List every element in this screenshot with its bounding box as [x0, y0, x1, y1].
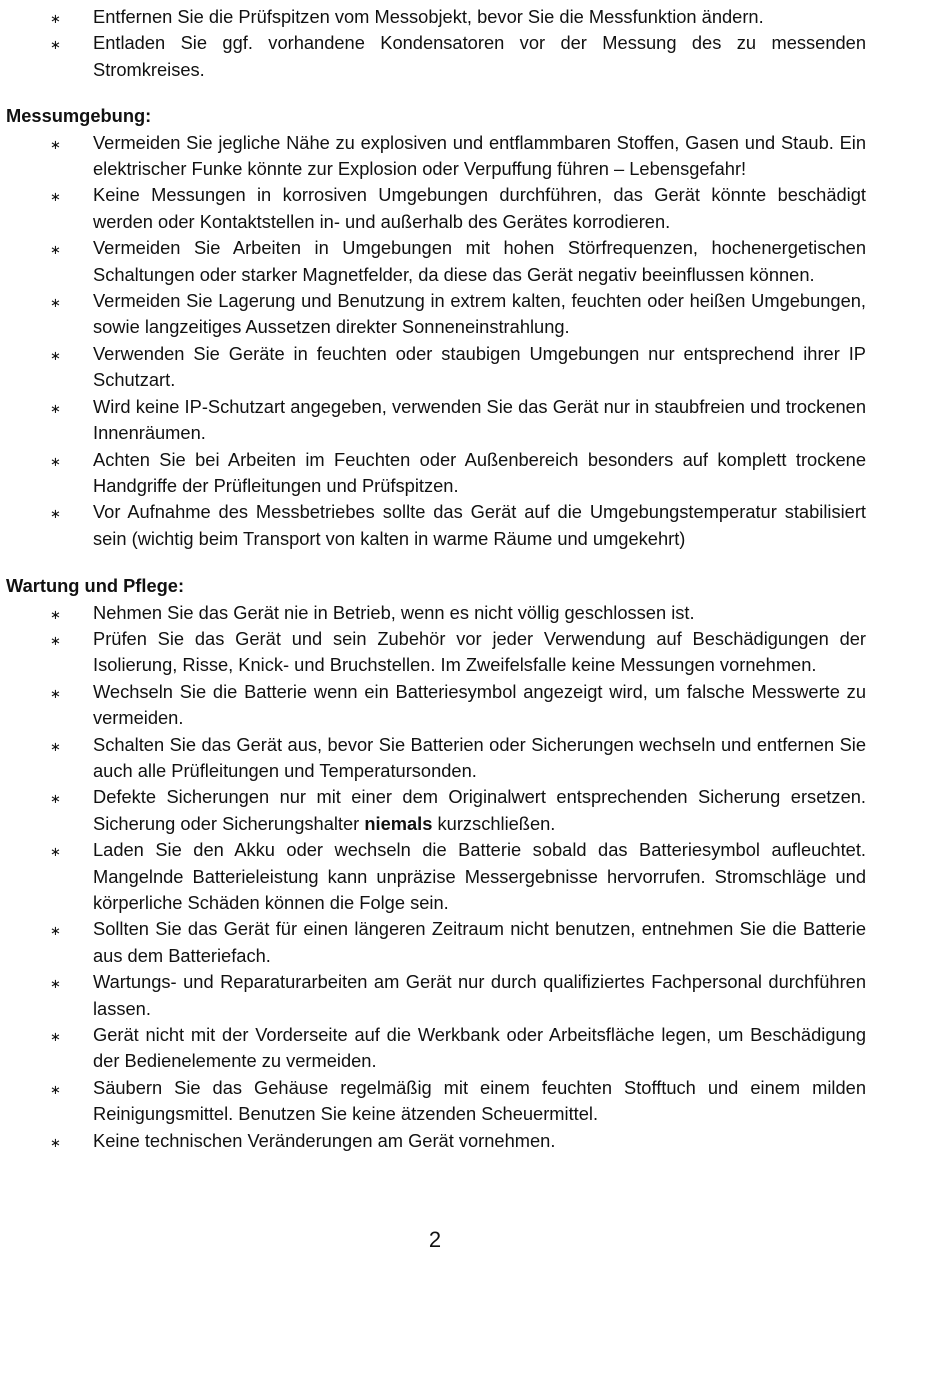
bullet-icon: ∗: [50, 1134, 61, 1150]
list-item-text: Keine Messungen in korrosiven Umgebungen durchführen, das Gerät könnte beschädigt werden oder Kontaktstellen in- und außerhalb des Gerätes korrodieren.: [93, 184, 866, 232]
wartung-section: [0, 573, 950, 1154]
bullet-icon: ∗: [50, 791, 61, 807]
emphasis-text: niemals: [364, 812, 433, 834]
bullet-icon: ∗: [50, 189, 61, 205]
list-item: [0, 626, 866, 679]
list-item: [0, 130, 866, 183]
list-item-text: Entfernen Sie die Prüfspitzen vom Messobjekt, bevor Sie die Messfunktion ändern.: [93, 6, 764, 27]
bullet-icon: ∗: [50, 923, 61, 939]
bullet-icon: ∗: [50, 1029, 61, 1045]
list-item: [0, 182, 866, 235]
list-item-text-before: Defekte Sicherungen nur mit einer dem Originalwert entsprechenden Sicherung ersetzen. Sicherung oder Sicherungshalter: [93, 786, 866, 834]
list-item-text: Säubern Sie das Gehäuse regelmäßig mit einem feuchten Stofftuch und einem milden Reinigungsmittel. Benutzen Sie keine ätzenden Scheuermittel.: [93, 1076, 866, 1125]
list-item-text: Wird keine IP-Schutzart angegeben, verwenden Sie das Gerät nur in staubfreien und trockenen Innenräumen.: [93, 395, 866, 444]
bullet-icon: ∗: [50, 400, 61, 416]
list-item-text: Wartungs- und Reparaturarbeiten am Gerät nur durch qualifiziertes Fachpersonal durchführen lassen.: [93, 971, 866, 1019]
list-item-text: Vermeiden Sie Arbeiten in Umgebungen mit hohen Störfrequenzen, hochenergetischen Schaltungen oder starker Magnetfelder, da diese das Gerät negativ beeinflussen können.: [93, 237, 866, 285]
list-item-text: Achten Sie bei Arbeiten im Feuchten oder Außenbereich besonders auf komplett trockene Handgriffe der Prüfleitungen und Prüfspitzen.: [93, 448, 866, 496]
document-page: [0, 4, 950, 1154]
intro-list: [0, 4, 950, 83]
list-item: [0, 341, 866, 394]
bullet-icon: ∗: [50, 242, 61, 258]
list-item-text: Nehmen Sie das Gerät nie in Betrieb, wenn es nicht völlig geschlossen ist.: [93, 601, 695, 623]
bullet-icon: ∗: [50, 347, 61, 363]
section-heading-messumgebung: Messumgebung:: [6, 105, 152, 127]
list-item: [0, 30, 866, 83]
list-item: [0, 679, 866, 732]
bullet-icon: ∗: [50, 844, 61, 860]
list-item-text: Laden Sie den Akku oder wechseln die Batterie sobald das Batteriesymbol aufleuchtet. Mangelnde Batterieleistung kann unpräzise Messergebnisse hervorrufen. Stromschläge und körperliche Schäden können die Folge sein.: [93, 839, 866, 913]
list-item: [0, 784, 866, 837]
bullet-icon: ∗: [50, 632, 61, 648]
messumgebung-section: [0, 103, 950, 552]
list-item: [0, 288, 866, 341]
list-item: [0, 732, 866, 785]
bullet-icon: ∗: [50, 453, 61, 469]
list-item-text: Vermeiden Sie jegliche Nähe zu explosiven und entflammbaren Stoffen, Gasen und Staub. Ein elektrischer Funke könnte zur Explosion oder Verpuffung führen – Lebensgefahr!: [93, 131, 866, 180]
list-item-text: Vor Aufnahme des Messbetriebes sollte das Gerät auf die Umgebungstemperatur stabilisiert sein (wichtig beim Transport von kalten in warme Räume und umgekehrt): [93, 501, 866, 549]
section-heading-wartung: Wartung und Pflege:: [6, 575, 185, 597]
list-item-text: Wechseln Sie die Batterie wenn ein Batteriesymbol angezeigt wird, um falsche Messwerte zu vermeiden.: [93, 680, 866, 729]
page-number: 2: [428, 1227, 442, 1252]
messumgebung-list: [0, 130, 950, 553]
list-item: [0, 394, 866, 447]
list-item: [0, 499, 866, 552]
list-item: [0, 837, 866, 916]
list-item: [0, 969, 866, 1022]
bullet-icon: ∗: [50, 976, 61, 992]
bullet-icon: ∗: [50, 685, 61, 701]
list-item: [0, 4, 866, 30]
list-item-text: Sollten Sie das Gerät für einen längeren Zeitraum nicht benutzen, entnehmen Sie die Batterie aus dem Batteriefach.: [93, 918, 866, 966]
bullet-icon: ∗: [50, 295, 61, 311]
list-item-text: Keine technischen Veränderungen am Gerät vornehmen.: [93, 1129, 556, 1151]
bullet-icon: ∗: [50, 136, 61, 152]
wartung-list: [0, 600, 950, 1155]
bullet-icon: ∗: [50, 11, 61, 26]
bullet-icon: ∗: [50, 738, 61, 754]
list-item-text: Gerät nicht mit der Vorderseite auf die Werkbank oder Arbeitsfläche legen, um Beschädigung der Bedienelemente zu vermeiden.: [93, 1024, 866, 1072]
list-item-text: Vermeiden Sie Lagerung und Benutzung in extrem kalten, feuchten oder heißen Umgebungen, sowie langzeitiges Aussetzen direkter Sonneneinstrahlung.: [93, 290, 866, 338]
bullet-icon: ∗: [50, 1081, 61, 1097]
list-item-text: Entladen Sie ggf. vorhandene Kondensatoren vor der Messung des zu messenden Stromkreises.: [93, 32, 866, 80]
list-item: [0, 916, 866, 969]
list-item: [0, 1022, 866, 1075]
list-item: [0, 1128, 866, 1154]
list-item-text-after: kurzschließen.: [432, 812, 556, 834]
bullet-icon: ∗: [50, 506, 61, 522]
list-item-text: Prüfen Sie das Gerät und sein Zubehör vor jeder Verwendung auf Beschädigungen der Isolierung, Risse, Knick- und Bruchstellen. Im Zweifelsfalle keine Messungen vornehmen.: [93, 627, 866, 676]
intro-section: [0, 4, 950, 83]
list-item: [0, 447, 866, 500]
list-item-text: Schalten Sie das Gerät aus, bevor Sie Batterien oder Sicherungen wechseln und entfernen Sie auch alle Prüfleitungen und Temperatursonden.: [93, 733, 866, 781]
list-item: [0, 1075, 866, 1128]
bullet-icon: ∗: [50, 606, 61, 622]
list-item: [0, 235, 866, 288]
list-item-text: Verwenden Sie Geräte in feuchten oder staubigen Umgebungen nur entsprechend ihrer IP Schutzart.: [93, 342, 866, 391]
bullet-icon: ∗: [50, 37, 61, 53]
list-item: [0, 600, 866, 626]
